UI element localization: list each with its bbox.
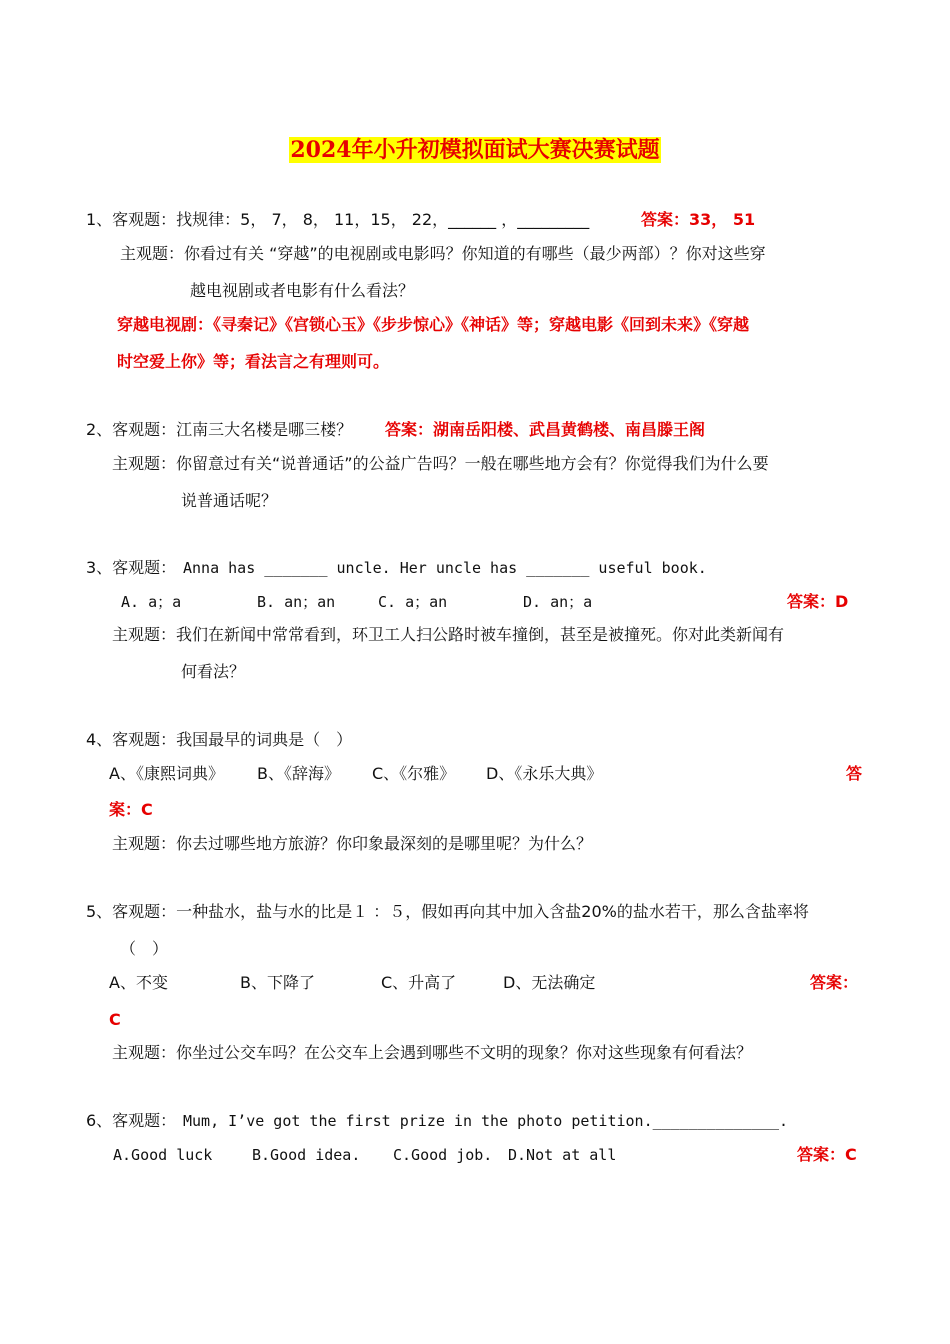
q6-option-a: A.Good luck bbox=[113, 1146, 213, 1164]
q4-answer-part1: 答 bbox=[846, 764, 863, 783]
q6-option-c: C.Good job. bbox=[393, 1146, 493, 1164]
q4-option-c: C、《尔雅》 bbox=[372, 764, 456, 783]
q2-subjective-line1: 主观题：你留意过有关“说普通话”的公益广告吗？一般在哪些地方会有？你觉得我们为什么要 bbox=[112, 454, 769, 473]
q6-option-b: B.Good idea. bbox=[252, 1146, 361, 1164]
q3-objective: Anna has _______ uncle. Her uncle has _______ useful book. bbox=[183, 559, 707, 577]
q5-option-a: A、不变 bbox=[109, 973, 168, 992]
q1-objective: 1、客观题：找规律：5， 7， 8， 11，15， 22，______ ，_________ bbox=[86, 210, 590, 229]
q2-objective: 2、客观题：江南三大名楼是哪三楼？ bbox=[86, 420, 353, 439]
page-title: 2024年小升初模拟面试大赛决赛试题 bbox=[290, 137, 660, 163]
q5-answer-part1: 答案： bbox=[810, 973, 859, 992]
q4-answer-part2: 案：C bbox=[109, 800, 153, 819]
q1-subjective-line2: 越电视剧或者电影有什么看法？ bbox=[190, 281, 415, 300]
q4-subjective: 主观题：你去过哪些地方旅游？你印象最深刻的是哪里呢？为什么？ bbox=[112, 834, 593, 853]
q5-objective-line1: 5、客观题：一种盐水，盐与水的比是１ ：５，假如再向其中加入含盐20%的盐水若干，那么含盐率将 bbox=[86, 902, 809, 921]
q5-option-b: B、下降了 bbox=[240, 973, 315, 992]
q3-option-c: C. a；an bbox=[378, 593, 448, 611]
q6-objective: Mum, I’ve got the first prize in the photo petition.______________. bbox=[183, 1112, 789, 1130]
q6-option-d: D.Not at all bbox=[508, 1146, 617, 1164]
q3-option-b: B. an；an bbox=[257, 593, 336, 611]
q3-subjective-line2: 何看法？ bbox=[181, 662, 246, 681]
q1-answer: 答案：33， 51 bbox=[641, 210, 756, 229]
q1-answer-line2: 时空爱上你》等；看法言之有理则可。 bbox=[117, 352, 390, 371]
q3-option-a: A. a；a bbox=[121, 593, 182, 611]
q5-subjective: 主观题：你坐过公交车吗？在公交车上会遇到哪些不文明的现象？你对这些现象有何看法？ bbox=[112, 1043, 753, 1062]
q5-option-c: C、升高了 bbox=[381, 973, 457, 992]
q4-option-a: A、《康熙词典》 bbox=[109, 764, 224, 783]
q2-answer: 答案：湖南岳阳楼、武昌黄鹤楼、南昌滕王阁 bbox=[385, 420, 706, 439]
q5-option-d: D、无法确定 bbox=[503, 973, 596, 992]
q2-subjective-line2: 说普通话呢？ bbox=[181, 491, 278, 510]
q5-objective-line2: （ ） bbox=[120, 939, 169, 958]
q3-subjective-line1: 主观题：我们在新闻中常常看到，环卫工人扫公路时被车撞倒，甚至是被撞死。你对此类新闻有 bbox=[112, 625, 785, 644]
q3-answer: 答案：D bbox=[787, 592, 849, 611]
q5-answer-part2: C bbox=[109, 1010, 121, 1029]
q4-option-b: B、《辞海》 bbox=[257, 764, 340, 783]
q3-option-d: D. an；a bbox=[523, 593, 593, 611]
q4-objective: 4、客观题：我国最早的词典是（ ） bbox=[86, 730, 353, 749]
q6-answer: 答案：C bbox=[797, 1145, 857, 1164]
q6-prefix: 6、客观题： bbox=[86, 1111, 177, 1130]
q3-prefix: 3、客观题： bbox=[86, 558, 177, 577]
q4-option-d: D、《永乐大典》 bbox=[486, 764, 603, 783]
q1-answer-line1: 穿越电视剧：《寻秦记》《宫锁心玉》《步步惊心》《神话》等；穿越电影《回到未来》《穿越 bbox=[117, 315, 750, 334]
q1-subjective-line1: 主观题：你看过有关 “穿越”的电视剧或电影吗？你知道的有哪些（最少两部）？你对这些穿 bbox=[120, 244, 766, 263]
